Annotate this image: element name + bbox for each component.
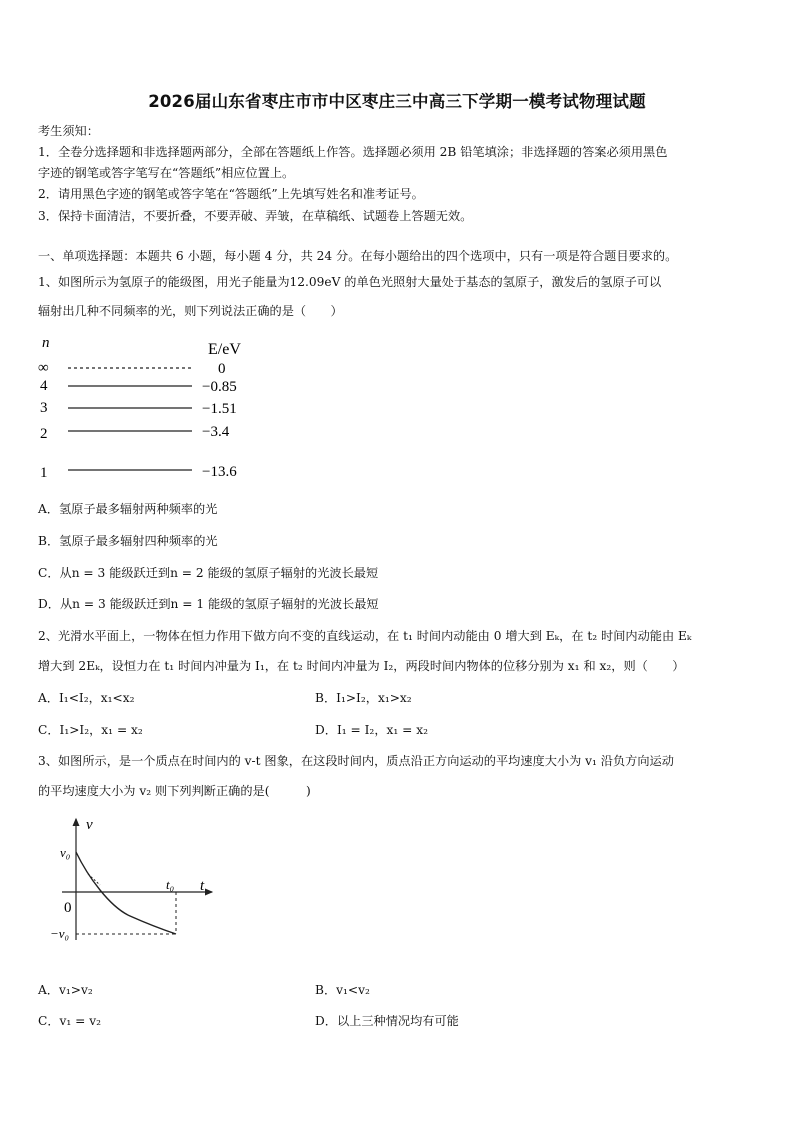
notice-heading: 考生须知： — [38, 124, 99, 138]
q1-stem: 1、如图所示为氢原子的能级图，用光子能量为12.09eV 的单色光照射大量处于基态的氢原子，激发后的氢原子可以 — [38, 275, 662, 289]
page-title: 2026届山东省枣庄市市中区枣庄三中高三下学期一模考试物理试题 — [148, 92, 646, 111]
q3-option-d: D．以上三种情况均有可能 — [315, 1014, 459, 1028]
t-axis-label: t — [200, 878, 205, 894]
notice-item-3: 3．保持卡面清洁，不要折叠，不要弄破、弄皱，在草稿纸、试题卷上答题无效。 — [38, 209, 473, 223]
level-e-1: −13.6 — [202, 464, 237, 480]
t0-label: t₀ — [166, 877, 175, 892]
q3-stem: 3、如图所示，是一个质点在时间内的 v-t 图象，在这段时间内，质点沿正方向运动的平均速度大小为 v₁ 沿负方向运动 — [38, 754, 674, 768]
q2-option-b: B．I₁>I₂，x₁>x₂ — [315, 691, 412, 705]
q3-option-c: C．v₁ = v₂ — [38, 1014, 102, 1028]
level-e-3: −1.51 — [202, 401, 237, 417]
level-n-1: 1 — [40, 465, 48, 481]
q1-option-b: B．氢原子最多辐射四种频率的光 — [38, 534, 218, 548]
n-axis-label: n — [42, 335, 50, 351]
level-n-inf: ∞ — [38, 360, 49, 376]
q2-option-a: A．I₁<I₂，x₁<x₂ — [38, 691, 135, 705]
q2-option-d: D．I₁ = I₂，x₁ = x₂ — [315, 723, 428, 737]
notice-item-1-cont: 字迹的钢笔或答字笔写在“答题纸”相应位置上。 — [38, 166, 295, 180]
q1-stem-cont: 辐射出几种不同频率的光，则下列说法正确的是（ ） — [38, 304, 343, 318]
level-e-inf: 0 — [218, 361, 226, 377]
level-n-4: 4 — [40, 378, 48, 394]
level-e-4: −0.85 — [202, 379, 237, 395]
level-n-2: 2 — [40, 426, 48, 442]
vt-graph — [40, 815, 220, 945]
q3-stem-cont: 的平均速度大小为 v₂ 则下列判断正确的是( ) — [38, 784, 311, 798]
level-n-3: 3 — [40, 400, 48, 416]
q2-stem: 2、光滑水平面上，一物体在恒力作用下做方向不变的直线运动，在 t₁ 时间内动能由 0 增大到 Eₖ，在 t₂ 时间内动能由 Eₖ — [38, 629, 692, 643]
q1-option-d: D．从n = 3 能级跃迁到n = 1 能级的氢原子辐射的光波长最短 — [38, 597, 379, 611]
energy-axis-label: E/eV — [208, 341, 241, 358]
q1-option-a: A．氢原子最多辐射两种频率的光 — [38, 502, 218, 516]
notice-item-1: 1．全卷分选择题和非选择题两部分，全部在答题纸上作答。选择题必须用 2B 铅笔填涂；非选择题的答案必须用黑色 — [38, 145, 668, 159]
q3-option-b: B．v₁<v₂ — [315, 983, 370, 997]
q1-option-c: C．从n = 3 能级跃迁到n = 2 能级的氢原子辐射的光波长最短 — [38, 566, 379, 580]
q2-option-c: C．I₁>I₂，x₁ = x₂ — [38, 723, 143, 737]
q2-stem-cont: 增大到 2Eₖ，设恒力在 t₁ 时间内冲量为 I₁，在 t₂ 时间内冲量为 I₂，两段时间内物体的位移分别为 x₁ 和 x₂，则（ ） — [38, 659, 685, 673]
section-heading: 一、单项选择题：本题共 6 小题，每小题 4 分，共 24 分。在每小题给出的四个选项中，只有一项是符合题目要求的。 — [38, 249, 678, 263]
level-e-2: −3.4 — [202, 424, 230, 440]
q3-option-a: A．v₁>v₂ — [38, 983, 93, 997]
notice-item-2: 2．请用黑色字迹的钢笔或答字笔在“答题纸”上先填写姓名和准考证号。 — [38, 187, 424, 201]
origin-label: 0 — [64, 900, 72, 916]
energy-level-diagram — [30, 332, 260, 484]
v0-label: v₀ — [60, 845, 71, 860]
vt-curve — [76, 852, 176, 934]
neg-v0-label: −v₀ — [50, 926, 70, 941]
v-axis-label: v — [86, 817, 93, 833]
